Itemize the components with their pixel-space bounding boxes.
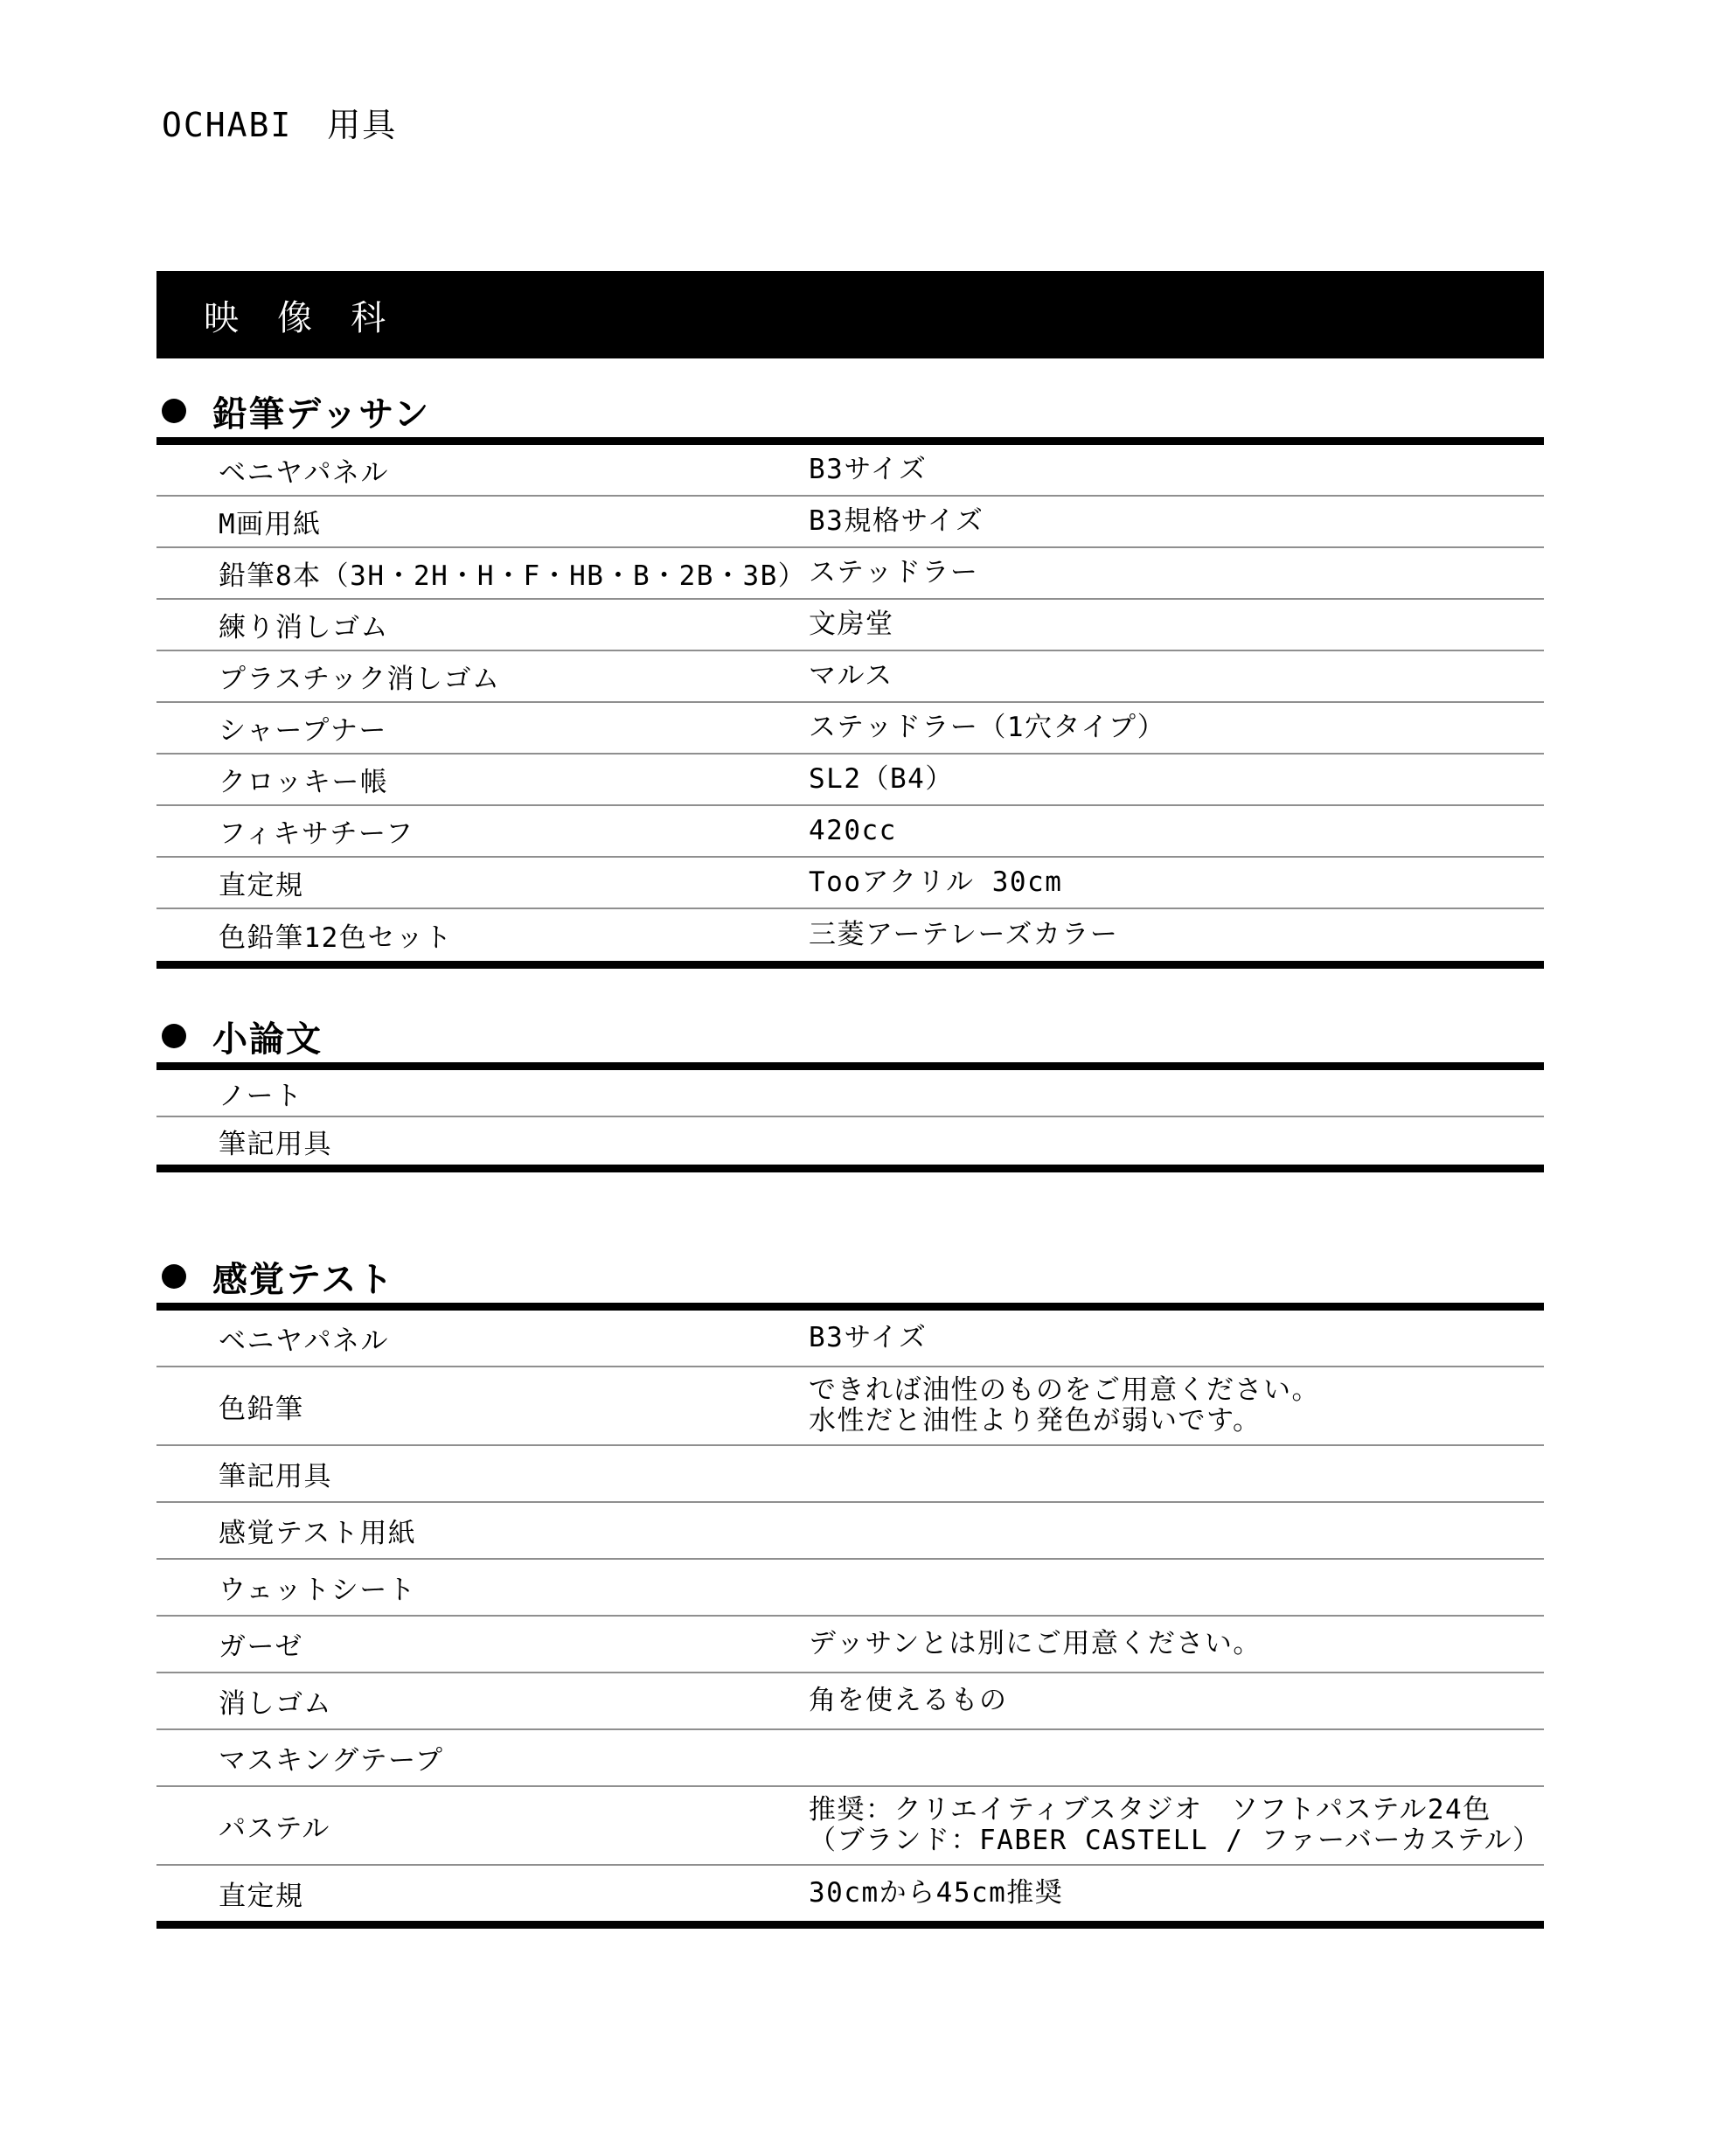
table-row [156, 497, 1544, 548]
item-cell: 色鉛筆12色セット [219, 922, 453, 954]
table-row [156, 600, 1544, 651]
note-cell [809, 609, 1544, 640]
note-line: 420cc [809, 815, 897, 846]
table-row [156, 1787, 1544, 1866]
note-line: 水性だと油性より発色が弱いです。 [809, 1405, 1262, 1436]
table-row [156, 1730, 1544, 1787]
note-line: SL2（B4） [809, 763, 954, 795]
table-row [156, 909, 1544, 961]
item-cell: ウェットシート [219, 1575, 417, 1606]
note-line: 三菱アーテレーズカラー [809, 919, 1119, 950]
section-essay [156, 1017, 1544, 1172]
table-row [156, 703, 1544, 755]
table-row [156, 1446, 1544, 1503]
note-line: ステッドラー [809, 557, 979, 588]
note-cell [809, 1375, 1544, 1436]
note-cell [809, 920, 1544, 950]
note-line: ステッドラー（1穴タイプ） [809, 712, 1166, 743]
table-row [156, 1367, 1544, 1446]
item-cell: 鉛筆8本（3H・2H・H・F・HB・B・2B・3B） [219, 560, 807, 592]
note-cell [809, 558, 1544, 588]
note-cell [809, 867, 1544, 898]
note-line: B3サイズ [809, 1322, 928, 1353]
section-bullet-icon [162, 1024, 186, 1048]
table-row [156, 806, 1544, 858]
note-cell [809, 816, 1544, 846]
item-cell: 筆記用具 [219, 1461, 332, 1492]
item-cell: 直定規 [219, 870, 304, 901]
note-line: （ブランド：FABER CASTELL / ファーバーカステル） [809, 1825, 1541, 1856]
item-cell: パステル [219, 1812, 330, 1845]
table-row [156, 1560, 1544, 1617]
table-row [156, 1503, 1544, 1560]
item-cell: ベニヤパネル [219, 1325, 389, 1357]
item-cell: クロッキー帳 [219, 767, 389, 798]
table-row [156, 858, 1544, 909]
item-cell: 直定規 [219, 1881, 304, 1912]
note-cell [809, 661, 1544, 692]
supply-table [156, 1062, 1544, 1172]
note-line: B3サイズ [809, 454, 928, 485]
section-header [156, 392, 1544, 435]
note-line: マルス [809, 660, 893, 692]
note-line: Tooアクリル 30cm [809, 866, 1063, 898]
note-cell [809, 1795, 1544, 1856]
item-cell: ノート [219, 1080, 303, 1112]
section-bullet-icon [162, 1264, 186, 1289]
item-cell: 色鉛筆 [219, 1393, 304, 1425]
note-cell [809, 1629, 1544, 1659]
note-line: B3規格サイズ [809, 505, 984, 537]
note-cell [809, 764, 1544, 795]
item-cell: フィキサチーフ [219, 818, 414, 850]
department-banner [156, 271, 1544, 358]
item-cell: マスキングテープ [219, 1745, 444, 1777]
note-cell [809, 1686, 1544, 1716]
note-line: デッサンとは別にご用意ください。 [809, 1628, 1262, 1659]
table-row [156, 651, 1544, 703]
section-header [156, 1017, 1544, 1060]
supply-table [156, 1303, 1544, 1929]
note-line: 角を使えるもの [809, 1685, 1008, 1716]
note-line: 30cmから45cm推奨 [809, 1877, 1064, 1909]
table-row [156, 1117, 1544, 1165]
table-row [156, 1673, 1544, 1730]
section-title: 感覚テスト [212, 1259, 395, 1300]
note-line: できれば油性のものをご用意ください。 [809, 1374, 1320, 1406]
table-row [156, 755, 1544, 806]
item-cell: 筆記用具 [219, 1128, 332, 1160]
item-cell: 感覚テスト用紙 [219, 1518, 417, 1549]
table-row [156, 1311, 1544, 1367]
note-cell [809, 1323, 1544, 1353]
item-cell: M画用紙 [219, 509, 322, 540]
note-cell [809, 455, 1544, 485]
table-row [156, 1070, 1544, 1117]
table-row [156, 1866, 1544, 1921]
table-row [156, 548, 1544, 600]
note-cell [809, 713, 1544, 743]
section-pencil-drawing [156, 392, 1544, 969]
section-title: 鉛筆デッサン [212, 393, 431, 435]
item-cell: 消しゴム [219, 1688, 332, 1720]
note-line: 推奨：クリエイティブスタジオ ソフトパステル24色 [809, 1794, 1491, 1826]
item-cell: 練り消しゴム [219, 612, 389, 643]
item-cell: ベニヤパネル [219, 457, 389, 489]
page-title: OCHABI 用具 [162, 106, 398, 144]
item-cell: ガーゼ [219, 1631, 303, 1663]
table-row [156, 1617, 1544, 1673]
section-header [156, 1257, 1544, 1300]
item-cell: シャープナー [219, 715, 387, 747]
note-line: 文房堂 [809, 609, 894, 640]
table-row [156, 445, 1544, 497]
section-sense-test [156, 1257, 1544, 1929]
section-title: 小論文 [212, 1019, 323, 1060]
department-banner-title: 映 像 科 [204, 297, 395, 338]
section-bullet-icon [162, 399, 186, 423]
item-cell: プラスチック消しゴム [219, 664, 501, 695]
note-cell [809, 1878, 1544, 1909]
note-cell [809, 506, 1544, 537]
supply-table [156, 437, 1544, 969]
